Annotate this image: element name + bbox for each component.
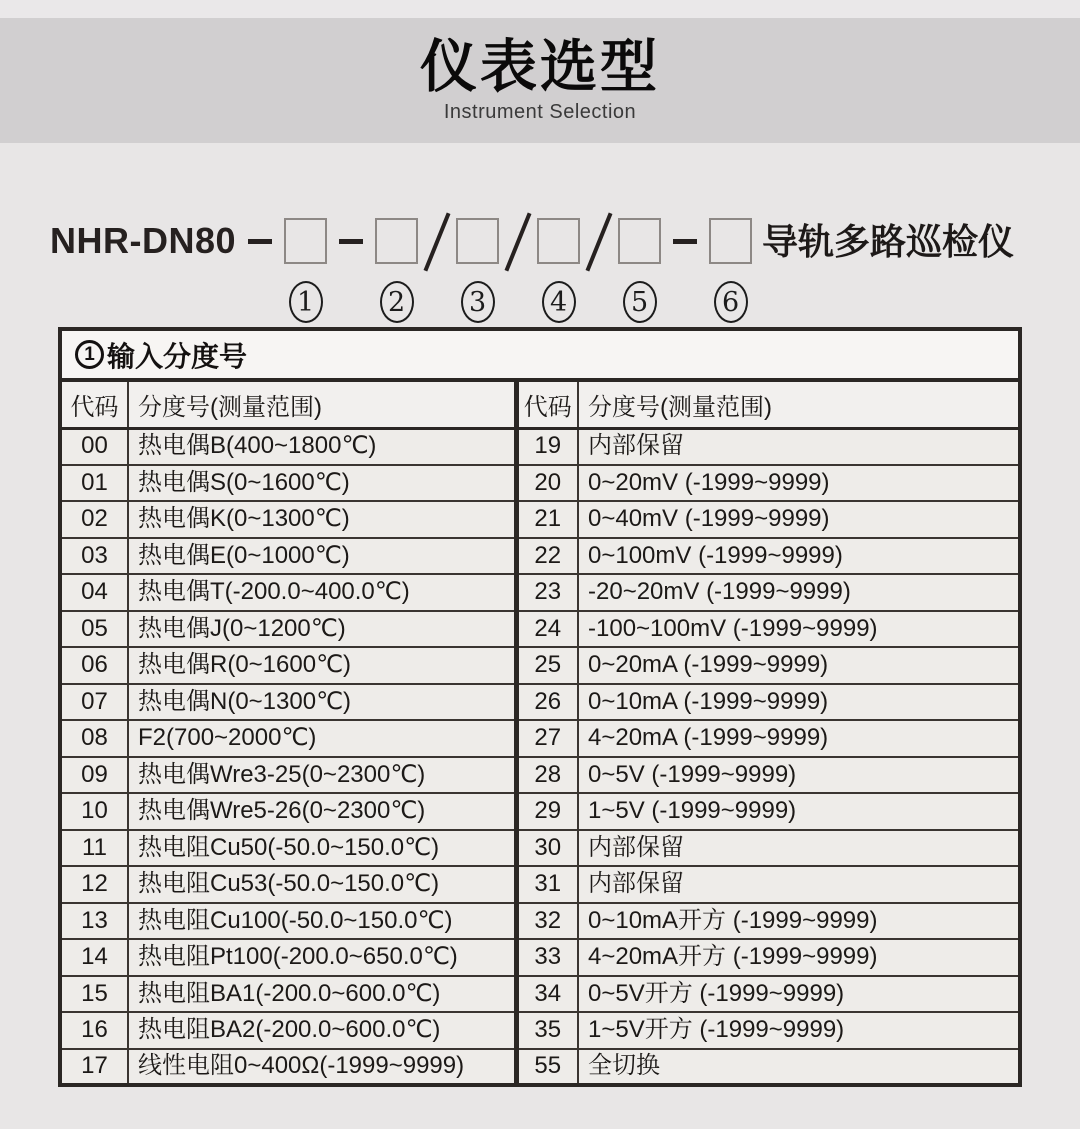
code-cell-left: 08	[60, 720, 128, 757]
code-cell-right: 27	[516, 720, 578, 757]
model-slot-1	[284, 218, 327, 323]
top-strip	[0, 0, 1080, 18]
table-row	[60, 501, 1020, 538]
code-cell-left: 03	[60, 538, 128, 575]
code-cell-left: 06	[60, 647, 128, 684]
desc-cell-left: 热电阻BA2(-200.0~600.0℃)	[128, 1012, 516, 1049]
desc-cell-left: 热电偶Wre5-26(0~2300℃)	[128, 793, 516, 830]
code-cell-right: 35	[516, 1012, 578, 1049]
code-cell-left: 11	[60, 830, 128, 867]
code-cell-left: 14	[60, 939, 128, 976]
model-slot-4	[537, 218, 580, 323]
column-header-code-left: 代码	[60, 380, 128, 428]
code-cell-left: 13	[60, 903, 128, 940]
position-circle-4: 4	[542, 281, 576, 323]
model-code-line	[50, 218, 1014, 323]
code-box-1	[284, 218, 327, 264]
desc-cell-right: -100~100mV (-1999~9999)	[578, 611, 1020, 648]
model-suffix: 导轨多路巡检仪	[762, 221, 1015, 262]
table-row	[60, 1049, 1020, 1086]
desc-cell-right: 0~20mA (-1999~9999)	[578, 647, 1020, 684]
slash-bar	[586, 213, 613, 272]
section-number-circle: 1	[75, 340, 104, 369]
desc-cell-right: 4~20mA (-1999~9999)	[578, 720, 1020, 757]
model-slot-5	[618, 218, 661, 323]
table-row	[60, 903, 1020, 940]
desc-cell-right: 全切换	[578, 1049, 1020, 1086]
table-row	[60, 830, 1020, 867]
desc-cell-right: -20~20mV (-1999~9999)	[578, 574, 1020, 611]
code-cell-left: 07	[60, 684, 128, 721]
desc-cell-left: 热电阻Cu53(-50.0~150.0℃)	[128, 866, 516, 903]
table-row	[60, 574, 1020, 611]
table-row	[60, 1012, 1020, 1049]
code-cell-left: 10	[60, 793, 128, 830]
slash-separator	[424, 218, 450, 264]
code-cell-right: 34	[516, 976, 578, 1013]
desc-cell-left: 热电偶Wre3-25(0~2300℃)	[128, 757, 516, 794]
column-header-row	[60, 380, 1020, 428]
code-box-6	[709, 218, 752, 264]
desc-cell-left: 热电偶T(-200.0~400.0℃)	[128, 574, 516, 611]
position-circle-3: 3	[461, 281, 495, 323]
code-cell-left: 17	[60, 1049, 128, 1086]
code-cell-right: 30	[516, 830, 578, 867]
input-graduation-table	[58, 327, 1022, 1087]
code-cell-left: 16	[60, 1012, 128, 1049]
desc-cell-right: 0~20mV (-1999~9999)	[578, 465, 1020, 502]
code-cell-right: 22	[516, 538, 578, 575]
desc-cell-left: 热电偶J(0~1200℃)	[128, 611, 516, 648]
code-cell-right: 24	[516, 611, 578, 648]
desc-cell-left: 热电偶S(0~1600℃)	[128, 465, 516, 502]
code-cell-right: 29	[516, 793, 578, 830]
desc-cell-left: 热电阻BA1(-200.0~600.0℃)	[128, 976, 516, 1013]
code-cell-left: 15	[60, 976, 128, 1013]
desc-cell-left: 线性电阻0~400Ω(-1999~9999)	[128, 1049, 516, 1086]
page-subtitle: Instrument Selection	[443, 100, 637, 123]
section-header-row	[60, 329, 1020, 380]
code-box-5	[618, 218, 661, 264]
banner	[0, 18, 1080, 143]
desc-cell-left: 热电阻Cu100(-50.0~150.0℃)	[128, 903, 516, 940]
table-row	[60, 465, 1020, 502]
desc-cell-left: F2(700~2000℃)	[128, 720, 516, 757]
model-slot-2	[375, 218, 418, 323]
code-cell-right: 25	[516, 647, 578, 684]
column-header-range-right: 分度号(测量范围)	[578, 380, 1020, 428]
table-row	[60, 866, 1020, 903]
code-cell-left: 00	[60, 428, 128, 465]
code-cell-left: 04	[60, 574, 128, 611]
code-box-3	[456, 218, 499, 264]
code-box-2	[375, 218, 418, 264]
slash-bar	[424, 213, 451, 272]
dash-separator	[673, 239, 697, 244]
model-slot-3	[456, 218, 499, 323]
table-row	[60, 757, 1020, 794]
table-row	[60, 428, 1020, 465]
desc-cell-right: 0~5V开方 (-1999~9999)	[578, 976, 1020, 1013]
desc-cell-right: 1~5V (-1999~9999)	[578, 793, 1020, 830]
table-row	[60, 720, 1020, 757]
desc-cell-right: 0~10mA开方 (-1999~9999)	[578, 903, 1020, 940]
code-cell-right: 20	[516, 465, 578, 502]
table-row	[60, 939, 1020, 976]
slash-bar	[505, 213, 532, 272]
code-cell-right: 28	[516, 757, 578, 794]
desc-cell-left: 热电偶B(400~1800℃)	[128, 428, 516, 465]
position-circle-2: 2	[380, 281, 414, 323]
code-cell-right: 23	[516, 574, 578, 611]
code-cell-right: 33	[516, 939, 578, 976]
table-row	[60, 976, 1020, 1013]
table-row	[60, 647, 1020, 684]
model-prefix: NHR-DN80	[50, 220, 237, 261]
page-title: 仪表选型	[420, 35, 660, 99]
desc-cell-left: 热电偶K(0~1300℃)	[128, 501, 516, 538]
desc-cell-right: 内部保留	[578, 428, 1020, 465]
code-cell-right: 26	[516, 684, 578, 721]
column-header-range-left: 分度号(测量范围)	[128, 380, 516, 428]
code-cell-left: 09	[60, 757, 128, 794]
code-box-4	[537, 218, 580, 264]
code-cell-left: 02	[60, 501, 128, 538]
desc-cell-right: 0~5V (-1999~9999)	[578, 757, 1020, 794]
dash-separator	[339, 239, 363, 244]
desc-cell-right: 内部保留	[578, 830, 1020, 867]
desc-cell-left: 热电偶E(0~1000℃)	[128, 538, 516, 575]
model-slot-6	[709, 218, 752, 323]
desc-cell-left: 热电偶N(0~1300℃)	[128, 684, 516, 721]
code-cell-left: 05	[60, 611, 128, 648]
desc-cell-right: 4~20mA开方 (-1999~9999)	[578, 939, 1020, 976]
dash-separator	[248, 239, 272, 244]
section-title-text: 输入分度号	[107, 340, 248, 372]
table-row	[60, 538, 1020, 575]
code-cell-right: 31	[516, 866, 578, 903]
code-cell-right: 32	[516, 903, 578, 940]
table-row	[60, 611, 1020, 648]
slash-separator	[505, 218, 531, 264]
code-cell-right: 19	[516, 428, 578, 465]
section-title	[75, 335, 1017, 375]
position-circle-6: 6	[714, 281, 748, 323]
position-circle-5: 5	[623, 281, 657, 323]
code-cell-left: 01	[60, 465, 128, 502]
desc-cell-right: 内部保留	[578, 866, 1020, 903]
desc-cell-right: 0~40mV (-1999~9999)	[578, 501, 1020, 538]
table-row	[60, 793, 1020, 830]
column-header-code-right: 代码	[516, 380, 578, 428]
desc-cell-right: 0~100mV (-1999~9999)	[578, 538, 1020, 575]
code-cell-right: 55	[516, 1049, 578, 1086]
desc-cell-right: 1~5V开方 (-1999~9999)	[578, 1012, 1020, 1049]
position-circle-1: 1	[289, 281, 323, 323]
table-row	[60, 684, 1020, 721]
code-cell-left: 12	[60, 866, 128, 903]
desc-cell-right: 0~10mA (-1999~9999)	[578, 684, 1020, 721]
slash-separator	[586, 218, 612, 264]
desc-cell-left: 热电偶R(0~1600℃)	[128, 647, 516, 684]
desc-cell-left: 热电阻Pt100(-200.0~650.0℃)	[128, 939, 516, 976]
code-cell-right: 21	[516, 501, 578, 538]
desc-cell-left: 热电阻Cu50(-50.0~150.0℃)	[128, 830, 516, 867]
